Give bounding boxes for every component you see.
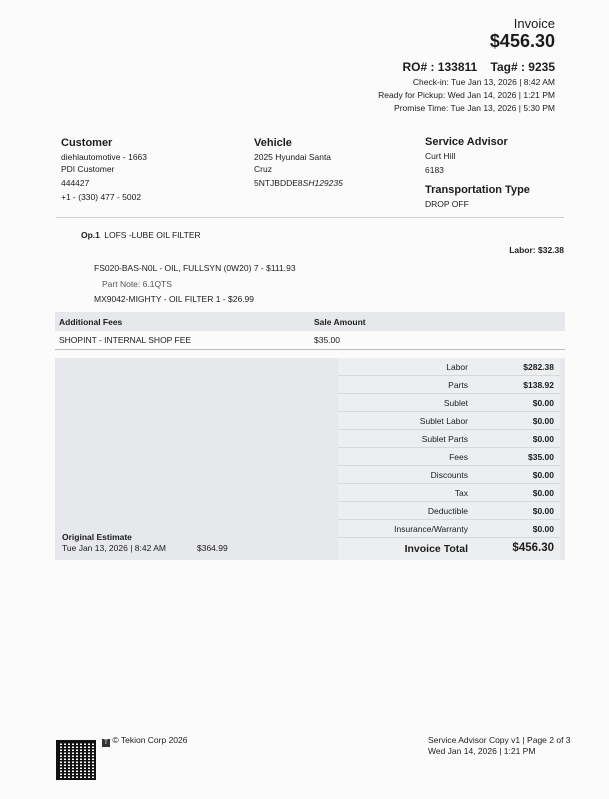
transport-title: Transportation Type: [425, 184, 530, 196]
summary-row-insurance: [338, 520, 560, 538]
summary-row-parts: [338, 376, 560, 394]
vehicle-title: Vehicle: [254, 137, 292, 149]
summary-value: $0.00: [532, 470, 554, 480]
summary-row-fees: [338, 448, 560, 466]
summary-row-sublet: [338, 394, 560, 412]
fees-header-desc: Additional Fees: [59, 317, 123, 327]
invoice-total-row: [338, 538, 560, 560]
estimate-title: Original Estimate: [62, 532, 132, 542]
summary-row-tax: [338, 484, 560, 502]
customer-name: diehlautomotive - 1663: [61, 152, 148, 162]
invoice-total-header: $456.30: [489, 31, 555, 51]
ro-tag-line: [392, 60, 555, 74]
customer-id: 444427: [61, 178, 90, 188]
summary-label: Tax: [454, 488, 468, 498]
advisor-name: Curt Hill: [425, 151, 456, 161]
summary-value: $282.38: [523, 362, 554, 372]
summary-label: Sublet: [443, 398, 468, 408]
copy-info: Service Advisor Copy v1 | Page 2 of 3: [428, 735, 571, 745]
tag-number: Tag# : 9235: [490, 60, 555, 74]
summary-label: Discounts: [430, 470, 468, 480]
summary-label: Fees: [449, 452, 468, 462]
customer-phone: +1 - (330) 477 - 5002: [61, 192, 142, 202]
vin-suffix: SH129235: [302, 178, 343, 188]
summary-row-labor: [338, 358, 560, 376]
divider: [56, 217, 564, 218]
advisor-id: 6183: [425, 165, 444, 175]
op-desc: LOFS -LUBE OIL FILTER: [104, 230, 201, 240]
summary-label: Insurance/Warranty: [394, 524, 468, 534]
summary-value: $35.00: [528, 452, 554, 462]
copyright-text: © Tekion Corp 2026: [112, 735, 188, 745]
summary-row-sublet-labor: [338, 412, 560, 430]
summary-label: Sublet Labor: [419, 416, 468, 426]
fee-desc: SHOPINT - INTERNAL SHOP FEE: [59, 335, 192, 345]
estimate-date: Tue Jan 13, 2026 | 8:42 AM: [62, 543, 166, 553]
estimate-amount: $364.99: [197, 543, 228, 553]
summary-row-sublet-parts: [338, 430, 560, 448]
summary-row-deductible: [338, 502, 560, 520]
invoice-label: Invoice: [513, 16, 555, 31]
tekion-logo-icon: T: [102, 739, 110, 747]
transport-value: DROP OFF: [425, 199, 469, 209]
fees-header: [55, 312, 565, 331]
advisor-title: Service Advisor: [425, 136, 508, 148]
part-line-2: MX9042-MIGHTY - OIL FILTER 1 - $26.99: [94, 294, 254, 304]
vehicle-model-1: 2025 Hyundai Santa: [254, 152, 332, 162]
part-line-1: FS020-BAS-N0L - OIL, FULLSYN (0W20) 7 - $111.93: [94, 263, 296, 273]
operation-line: [81, 229, 201, 241]
vehicle-block: [254, 137, 343, 189]
summary-value: $0.00: [532, 434, 554, 444]
op-labor: Labor: $32.38: [509, 245, 564, 255]
ready-time: Ready for Pickup: Wed Jan 14, 2026 | 1:21 PM: [378, 90, 555, 100]
summary-row-discounts: [338, 466, 560, 484]
summary-label: Labor: [446, 362, 468, 372]
fees-header-amount: Sale Amount: [314, 317, 366, 327]
summary-label: Deductible: [427, 506, 468, 516]
customer-block: [61, 137, 147, 203]
op-number: Op.1: [81, 230, 100, 240]
part-note: Part Note: 6.1QTS: [102, 279, 172, 289]
summary-label: Parts: [448, 380, 468, 390]
summary-value: $0.00: [532, 398, 554, 408]
summary-value: $0.00: [532, 416, 554, 426]
customer-title: Customer: [61, 137, 113, 149]
vehicle-vin: [254, 177, 343, 189]
summary-value: $0.00: [532, 524, 554, 534]
summary-value: $0.00: [532, 506, 554, 516]
summary-value: $138.92: [523, 380, 554, 390]
summary-label: Sublet Parts: [421, 434, 468, 444]
fee-amount: $35.00: [314, 335, 340, 345]
vin-prefix: 5NTJBDDE8: [254, 178, 303, 188]
ro-number: RO# : 133811: [402, 60, 478, 74]
printed-date: Wed Jan 14, 2026 | 1:21 PM: [428, 746, 536, 756]
promise-time: Promise Time: Tue Jan 13, 2026 | 5:30 PM: [394, 103, 555, 113]
fees-row: [55, 331, 565, 350]
vehicle-model-2: Cruz: [254, 164, 272, 174]
check-in-time: Check-in: Tue Jan 13, 2026 | 8:42 AM: [412, 77, 555, 87]
invoice-total-label: Invoice Total: [404, 543, 468, 555]
copyright-line: [102, 734, 187, 747]
customer-type: PDI Customer: [61, 164, 115, 174]
qr-code: [56, 740, 96, 780]
invoice-total-value: $456.30: [512, 542, 554, 554]
summary-value: $0.00: [532, 488, 554, 498]
advisor-block: [425, 136, 530, 210]
